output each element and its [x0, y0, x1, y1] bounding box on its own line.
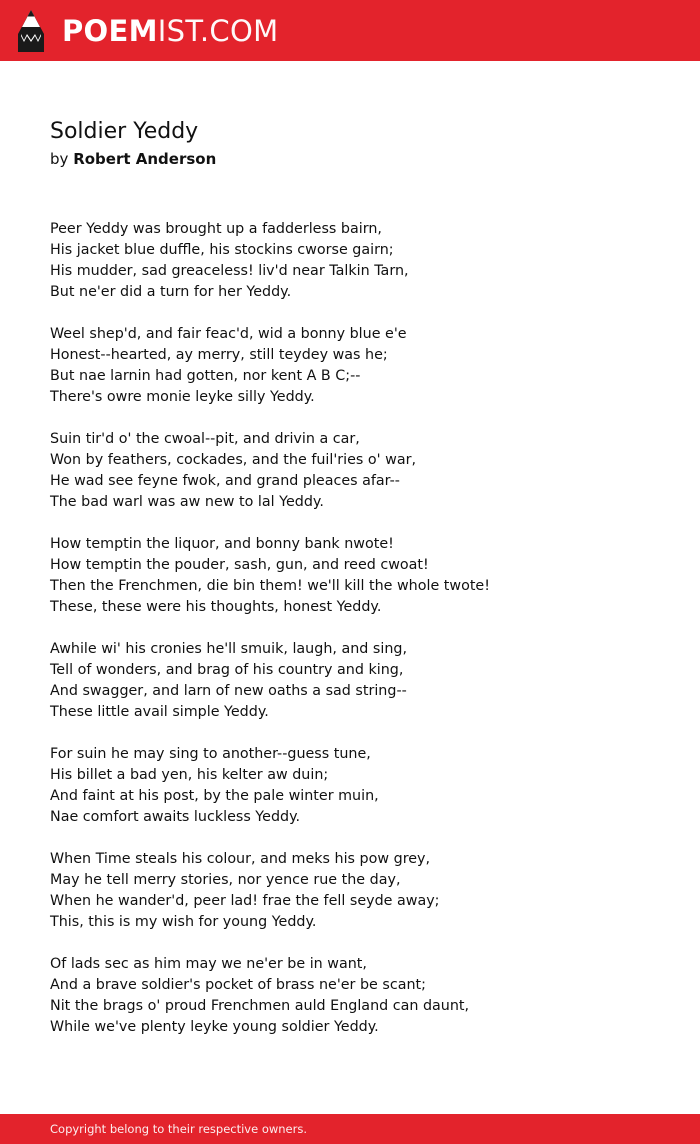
poem-line: Of lads sec as him may we ne'er be in want, [50, 956, 367, 972]
poem-line: His mudder, sad greaceless! liv'd near Talkin Tarn, [50, 263, 409, 279]
site-header [0, 0, 700, 61]
stanza [50, 324, 650, 408]
pencil-icon [18, 10, 44, 52]
poem-line: Suin tir'd o' the cwoal--pit, and drivin a car, [50, 431, 360, 447]
poem-line: Awhile wi' his cronies he'll smuik, laugh, and sing, [50, 641, 408, 657]
poem-body [50, 219, 650, 1038]
stanza [50, 849, 650, 933]
poem-line: And a brave soldier's pocket of brass ne'er be scant; [50, 977, 426, 993]
poem-line: Peer Yeddy was brought up a fadderless bairn, [50, 221, 382, 237]
poem-line: Tell of wonders, and brag of his country and king, [50, 662, 404, 678]
poem-line: How temptin the liquor, and bonny bank nwote! [50, 536, 394, 552]
site-footer [0, 1114, 700, 1144]
poem-line: The bad warl was aw new to lal Yeddy. [50, 494, 324, 510]
poem-line: For suin he may sing to another--guess tune, [50, 746, 371, 762]
stanza [50, 744, 650, 828]
poem-line: Nae comfort awaits luckless Yeddy. [50, 809, 301, 825]
poem-line: When Time steals his colour, and meks his pow grey, [50, 851, 431, 867]
poem-line: His jacket blue duffle, his stockins cworse gairn; [50, 242, 394, 258]
copyright-notice: Copyright belong to their respective owners. [50, 1122, 308, 1136]
poem-line: While we've plenty leyke young soldier Yeddy. [50, 1019, 379, 1035]
poem-line: Nit the brags o' proud Frenchmen auld England can daunt, [50, 998, 470, 1014]
site-logo-text [62, 13, 279, 48]
logo-text-light: IST.COM [157, 13, 279, 48]
poem-line: Weel shep'd, and fair feac'd, wid a bonny blue e'e [50, 326, 407, 342]
poem-line: There's owre monie leyke silly Yeddy. [50, 389, 315, 405]
poem-line: How temptin the pouder, sash, gun, and reed cwoat! [50, 557, 429, 573]
logo-text-bold: POEM [62, 13, 158, 48]
stanza [50, 534, 650, 618]
poem-line: These little avail simple Yeddy. [50, 704, 269, 720]
poem-line: This, this is my wish for young Yeddy. [50, 914, 317, 930]
poem-line: May he tell merry stories, nor yence rue the day, [50, 872, 401, 888]
stanza [50, 954, 650, 1038]
poem-line: But ne'er did a turn for her Yeddy. [50, 284, 292, 300]
byline-prefix: by [50, 150, 69, 168]
poem-byline [50, 149, 650, 169]
poem-line: And faint at his post, by the pale winter muin, [50, 788, 379, 804]
poem-line: Then the Frenchmen, die bin them! we'll kill the whole twote! [50, 578, 490, 594]
poem-line: But nae larnin had gotten, nor kent A B C;-- [50, 368, 361, 384]
author-name: Robert Anderson [73, 150, 217, 168]
stanza [50, 639, 650, 723]
stanza [50, 219, 650, 303]
stanza [50, 429, 650, 513]
poem-content [50, 118, 650, 1059]
poem-line: And swagger, and larn of new oaths a sad string-- [50, 683, 407, 699]
poem-line: These, these were his thoughts, honest Yeddy. [50, 599, 382, 615]
poem-line: Honest--hearted, ay merry, still teydey was he; [50, 347, 388, 363]
site-logo[interactable] [18, 10, 278, 52]
poem-line: Won by feathers, cockades, and the fuil'ries o' war, [50, 452, 417, 468]
poem-title: Soldier Yeddy [50, 119, 199, 144]
poem-line: He wad see feyne fwok, and grand pleaces afar-- [50, 473, 400, 489]
poem-line: When he wander'd, peer lad! frae the fell seyde away; [50, 893, 440, 909]
poem-line: His billet a bad yen, his kelter aw duin; [50, 767, 329, 783]
